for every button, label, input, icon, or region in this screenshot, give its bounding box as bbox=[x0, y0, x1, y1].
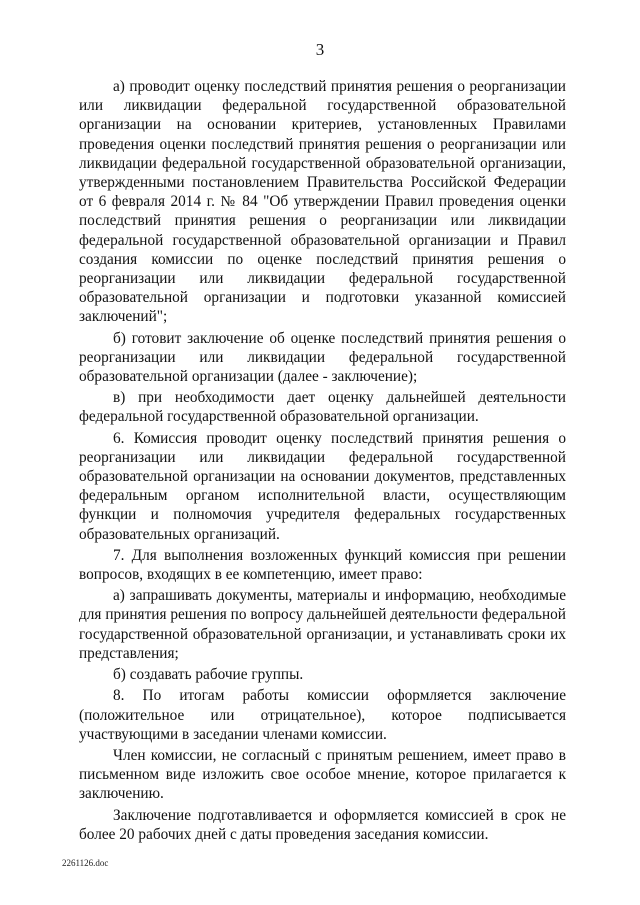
paragraph-section-6: 6. Комиссия проводит оценку последствий принятия решения о реорганизации или ликвидации федеральной государственной образовательной организации на основании документов, представленных федеральным органом исполнительной власти, осуществляющим функции и полномочия учредителя федеральных государственных образовательных организаций. bbox=[79, 429, 566, 543]
paragraph-item-c-evaluation: в) при необходимости дает оценку дальнейшей деятельности федеральной государственной образовательной организации. bbox=[79, 389, 566, 426]
paragraph-item-b-conclusion: б) готовит заключение об оценке последствий принятия решения о реорганизации или ликвидации федеральной государственной образовательной организации (далее - заключение); bbox=[79, 329, 566, 386]
paragraph-item-a-assess: а) проводит оценку последствий принятия решения о реорганизации или ликвидации федеральной государственной образовательной организации на основании критериев, установленных Правилами проведения оценки последствий принятия решения о реорганизации или ликвидации федеральной государственной образовательной организации, утвержденными постановлением Правительства Российской Федерации от 6 февраля 2014 г. № 84 "Об утверждении Правил проведения оценки последствий принятия решения о реорганизации или ликвидации федеральной государственной образовательной организации и Правил создания комиссии по оценке последствий принятия решения о реорганизации или ликвидации федеральной государственной образовательной организации и подготовки указанной комиссией заключений"; bbox=[79, 78, 566, 326]
paragraph-deadline: Заключение подготавливается и оформляется комиссией в срок не более 20 рабочих дней с даты проведения заседания комиссии. bbox=[79, 806, 566, 843]
paragraph-section-8: 8. По итогам работы комиссии оформляется заключение (положительное или отрицательное), которое подписывается участвующими в заседании членами комиссии. bbox=[79, 687, 566, 743]
footer-filename: 2261126.doc bbox=[62, 858, 109, 868]
paragraph-section-7: 7. Для выполнения возложенных функций комиссия при решении вопросов, входящих в ее компетенцию, имеет право: bbox=[79, 546, 566, 584]
document-body bbox=[79, 77, 566, 844]
paragraph-item-a-request: а) запрашивать документы, материалы и информацию, необходимые для принятия решения по вопросу дальнейшей деятельности федеральной государственной образовательной организации, и устанавливать сроки их представления; bbox=[79, 587, 566, 662]
page-number: 3 bbox=[315, 40, 325, 59]
paragraph-item-b-groups: б) создавать рабочие группы. bbox=[113, 666, 304, 684]
paragraph-dissent: Член комиссии, не согласный с принятым решением, имеет право в письменном виде изложить свое особое мнение, которое прилагается к заключению. bbox=[79, 746, 566, 803]
